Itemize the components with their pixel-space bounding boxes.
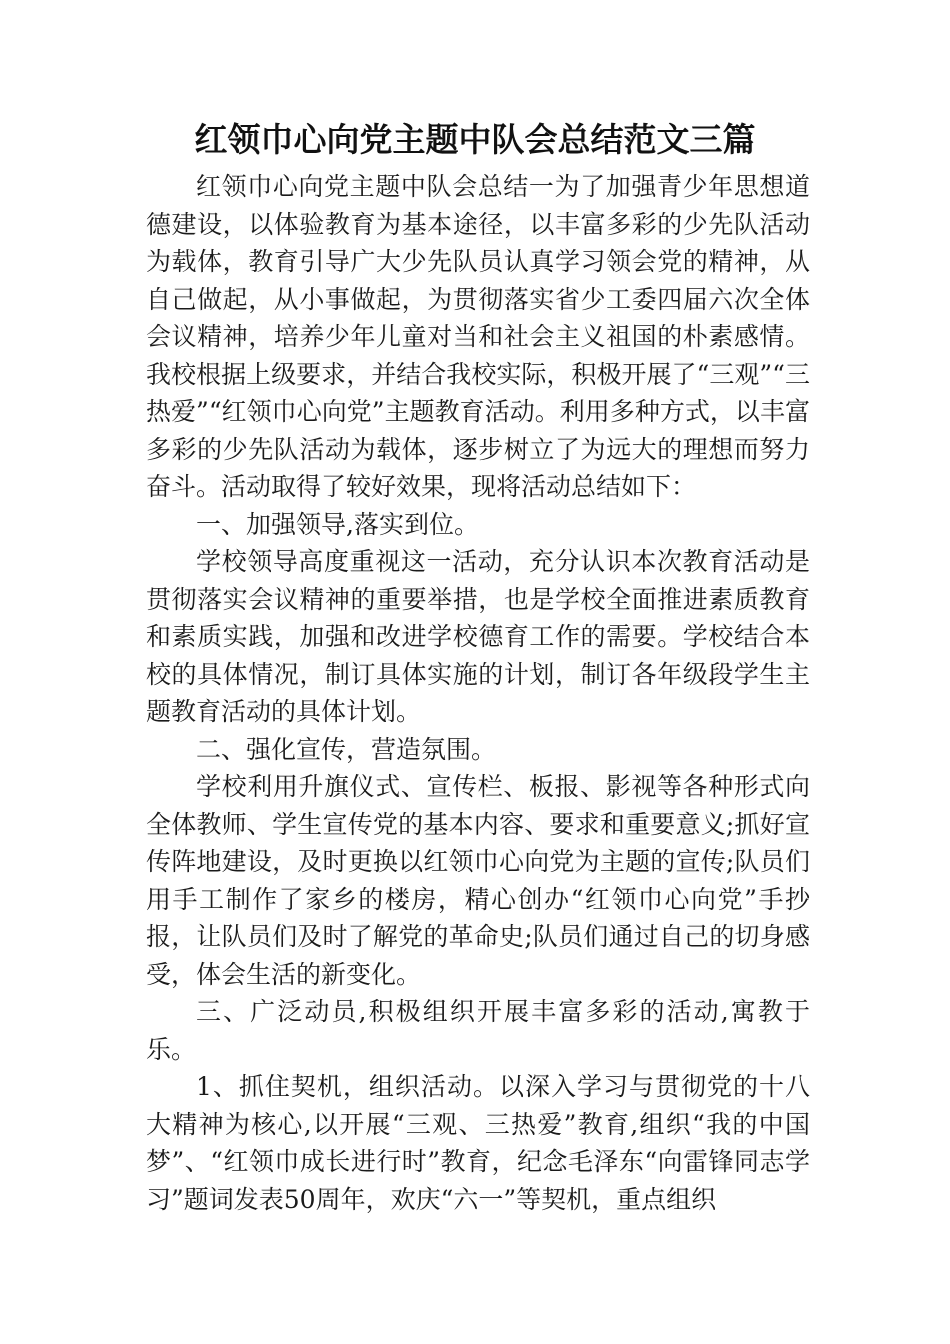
paragraph-section-3-item-1: 1、抓住契机，组织活动。以深入学习与贯彻党的十八大精神为核心,以开展“三观、三热爱”教育,组织“我的中国梦”、“红领巾成长进行时”教育，纪念毛泽东“向雷锋同志学习”题词发表50周年，欢庆“六一”等契机，重点组织 [146,1072,810,1214]
paragraph-intro: 红领巾心向党主题中队会总结一为了加强青少年思想道德建设，以体验教育为基本途径，以丰富多彩的少先队活动为载体，教育引导广大少先队员认真学习领会党的精神，从自己做起，从小事做起，为贯彻落实省少工委四届六次全体会议精神，培养少年儿童对当和社会主义祖国的朴素感情。我校根据上级要求，并结合我校实际，积极开展了“三观”“三热爱”“红领巾心向党”主题教育活动。利用多种方式，以丰富多彩的少先队活动为载体，逐步树立了为远大的理想而努力奋斗。活动取得了较好效果，现将活动总结如下： [146,172,810,501]
section-heading-3: 三、广泛动员,积极组织开展丰富多彩的活动,寓教于乐。 [146,997,810,1064]
section-heading-2: 二、强化宣传，营造氛围。 [196,734,497,764]
paragraph-section-2: 学校利用升旗仪式、宣传栏、板报、影视等各种形式向全体教师、学生宣传党的基本内容、要求和重要意义;抓好宣传阵地建设，及时更换以红领巾心向党为主题的宣传;队员们用手工制作了家乡的楼房，精心创办“红领巾心向党”手抄报，让队员们及时了解党的革命史;队员们通过自己的切身感受，体会生活的新变化。 [146,772,810,989]
paragraph-section-1: 学校领导高度重视这一活动，充分认识本次教育活动是贯彻落实会议精神的重要举措，也是学校全面推进素质教育和素质实践，加强和改进学校德育工作的需要。学校结合本校的具体情况，制订具体实施的计划，制订各年级段学生主题教育活动的具体计划。 [146,547,810,726]
section-heading-1: 一、加强领导,落实到位。 [196,509,479,539]
document-body [146,168,810,1218]
document-title: 红领巾心向党主题中队会总结范文三篇 [194,120,756,159]
